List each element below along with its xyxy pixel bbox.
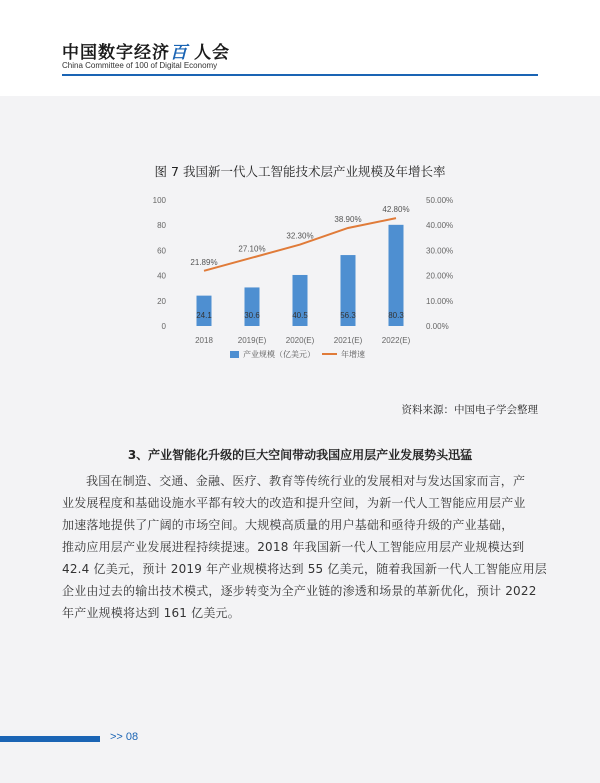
- logo-subtitle: China Committee of 100 of Digital Economy: [62, 61, 218, 70]
- legend-bar-label: 产业规模（亿美元）: [243, 350, 315, 359]
- legend-bar-swatch: [230, 351, 239, 358]
- left-axis-tick-label: 0: [161, 322, 166, 331]
- right-axis-tick-label: 20.00%: [426, 271, 454, 281]
- logo-title-pre: 中国数字经济: [62, 43, 170, 63]
- bar-value-label: 24.1: [196, 311, 212, 320]
- page-number: >> 08: [110, 731, 139, 743]
- paragraph-line: 42.4 亿美元，预计 2019 年产业规模将达到 55 亿美元，随着我国新一代人工智能应用层: [62, 562, 548, 576]
- paragraph-line: 年产业规模将达到 161 亿美元。: [62, 606, 240, 620]
- bar-value-label: 30.6: [244, 311, 260, 320]
- right-axis-tick-label: 10.00%: [426, 296, 454, 306]
- right-axis-tick-label: 0.00%: [426, 322, 449, 331]
- line-value-label: 42.80%: [382, 205, 410, 215]
- logo-title-post: 人会: [194, 43, 230, 63]
- bar: [245, 287, 260, 326]
- line-value-label: 38.90%: [334, 214, 362, 224]
- logo-title-num: 百: [170, 43, 188, 63]
- industry-scale-chart: [140, 188, 460, 368]
- section-heading: 3、产业智能化升级的巨大空间带动我国应用层产业发展势头迅猛: [127, 448, 473, 462]
- header-divider: [62, 74, 538, 76]
- line-value-label: 32.30%: [286, 231, 314, 241]
- line-value-label: 27.10%: [238, 244, 266, 254]
- right-axis-tick-label: 40.00%: [426, 221, 454, 231]
- bar-value-label: 40.5: [292, 311, 308, 320]
- right-axis-tick-label: 30.00%: [426, 246, 454, 256]
- left-axis-tick-label: 20: [157, 296, 166, 306]
- left-axis-tick-label: 40: [157, 271, 166, 281]
- figure-title: 图 7 我国新一代人工智能技术层产业规模及年增长率: [154, 164, 446, 179]
- x-axis-tick-label: 2022(E): [381, 336, 411, 345]
- bar-value-label: 80.3: [388, 311, 404, 320]
- growth-rate-line: [204, 218, 396, 271]
- source-note: 资料来源：中国电子学会整理: [401, 404, 538, 416]
- x-axis-tick-label: 2021(E): [333, 336, 363, 345]
- left-axis-tick-label: 100: [152, 196, 166, 205]
- page-header: [0, 0, 600, 96]
- paragraph-line: 企业由过去的输出技术模式，逐步转变为全产业链的渗透和场景的革新优化，预计 2022: [62, 584, 537, 598]
- footer-bar: [0, 736, 100, 742]
- x-axis-tick-label: 2019(E): [237, 336, 267, 345]
- legend-line-label: 年增速: [341, 350, 365, 359]
- paragraph-line: 我国在制造、交通、金融、医疗、教育等传统行业的发展相对与发达国家而言，产: [86, 474, 526, 488]
- body-paragraph: [62, 470, 548, 624]
- x-axis-tick-label: 2018: [195, 336, 213, 345]
- line-value-label: 21.89%: [190, 257, 218, 267]
- paragraph-line: 推动应用层产业发展进程持续提速。2018 年我国新一代人工智能应用层产业规模达到: [62, 540, 525, 554]
- x-axis-tick-label: 2020(E): [285, 336, 315, 345]
- organization-logo: [62, 38, 230, 63]
- bar-value-label: 56.3: [340, 311, 356, 320]
- left-axis-tick-label: 80: [157, 221, 166, 231]
- paragraph-line: 业发展程度和基础设施水平都有较大的改造和提升空间，为新一代人工智能应用层产业: [62, 496, 526, 510]
- paragraph-line: 加速落地提供了广阔的市场空间。大规模高质量的用户基础和亟待升级的产业基础，: [62, 518, 514, 532]
- left-axis-tick-label: 60: [157, 246, 166, 256]
- right-axis-tick-label: 50.00%: [426, 196, 454, 205]
